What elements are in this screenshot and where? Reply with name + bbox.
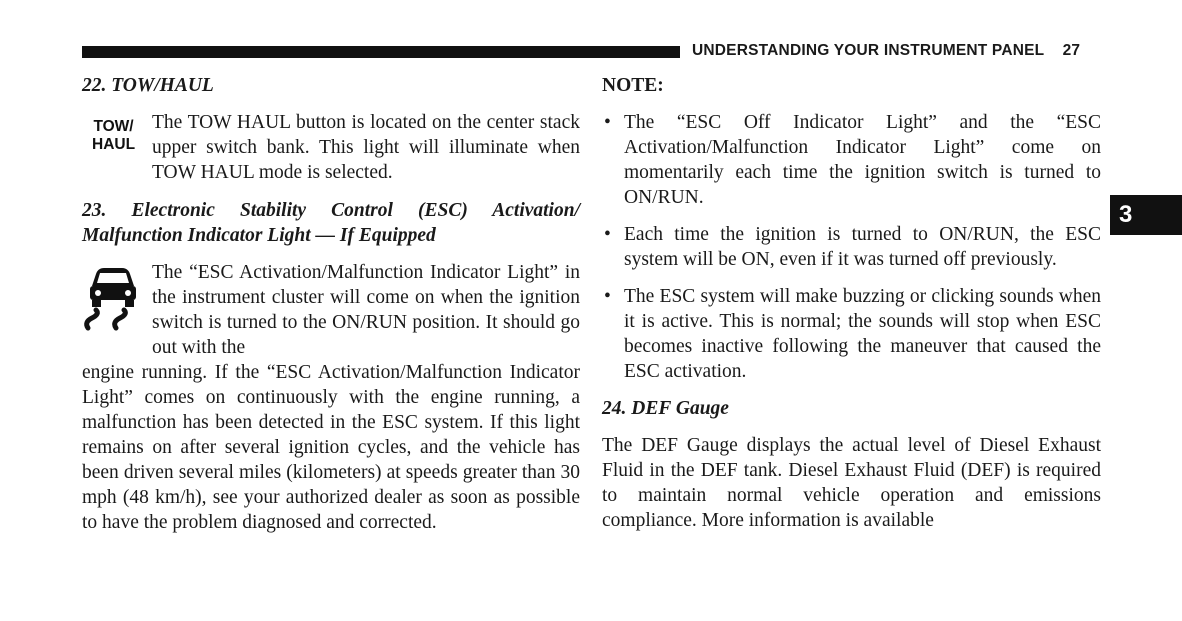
section-23-heading: 23. Electronic Stability Control (ESC) Activation/ Malfunction Indicator Light — If Equipped xyxy=(82,200,580,246)
tow-haul-block xyxy=(82,110,580,185)
note-title: NOTE: xyxy=(602,75,664,96)
running-header xyxy=(692,42,1080,60)
esc-block xyxy=(82,260,580,360)
tow-haul-icon: TOW/ HAUL xyxy=(92,118,136,153)
note-bullets xyxy=(602,110,1101,384)
header-title: UNDERSTANDING YOUR INSTRUMENT PANEL xyxy=(692,42,1045,59)
header-rule xyxy=(82,46,680,58)
page-number: 27 xyxy=(1062,42,1081,59)
def-gauge-description: The DEF Gauge displays the actual level of Diesel Exhaust Fluid in the DEF tank. Diesel Exhaust Fluid (DEF) is required to maintain normal vehicle operation and emissions compliance. More information is available xyxy=(602,435,1101,531)
left-column xyxy=(82,73,580,535)
esc-skid-car-icon xyxy=(82,264,144,332)
list-item: • The ESC system will make buzzing or clicking sounds when it is active. This is normal; the sounds will stop when ESC becomes inactive following the maneuver that caused the ESC activation. xyxy=(604,286,1101,382)
tow-haul-description: The TOW HAUL button is located on the center stack upper switch bank. This light will illuminate when TOW HAUL mode is selected. xyxy=(152,112,580,183)
section-24-heading: 24. DEF Gauge xyxy=(602,398,729,419)
esc-description-continued: engine running. If the “ESC Activation/Malfunction Indicator Light” comes on continuously with the engine running, a malfunction has been detected in the ESC system. If this light remains on after several ignition cycles, and the vehicle has been driven several miles (kilometers) at speeds greater than 30 mph (48 km/h), see your authorized dealer as soon as possible to have the problem diagnosed and corrected. xyxy=(82,362,580,533)
list-item: • Each time the ignition is turned to ON/RUN, the ESC system will be ON, even if it was turned off previously. xyxy=(604,224,1101,270)
right-column xyxy=(602,73,1101,533)
chapter-tab: 3 xyxy=(1110,195,1182,235)
esc-description-beside-icon: The “ESC Activation/Malfunction Indicator Light” in the instrument cluster will come on when the ignition switch is turned to the ON/RUN position. It should go out with the xyxy=(152,262,580,358)
section-22-heading: 22. TOW/HAUL xyxy=(82,75,214,96)
list-item: • The “ESC Off Indicator Light” and the “ESC Activation/Malfunction Indicator Light” come on momentarily each time the ignition switch is turned to ON/RUN. xyxy=(604,112,1101,208)
